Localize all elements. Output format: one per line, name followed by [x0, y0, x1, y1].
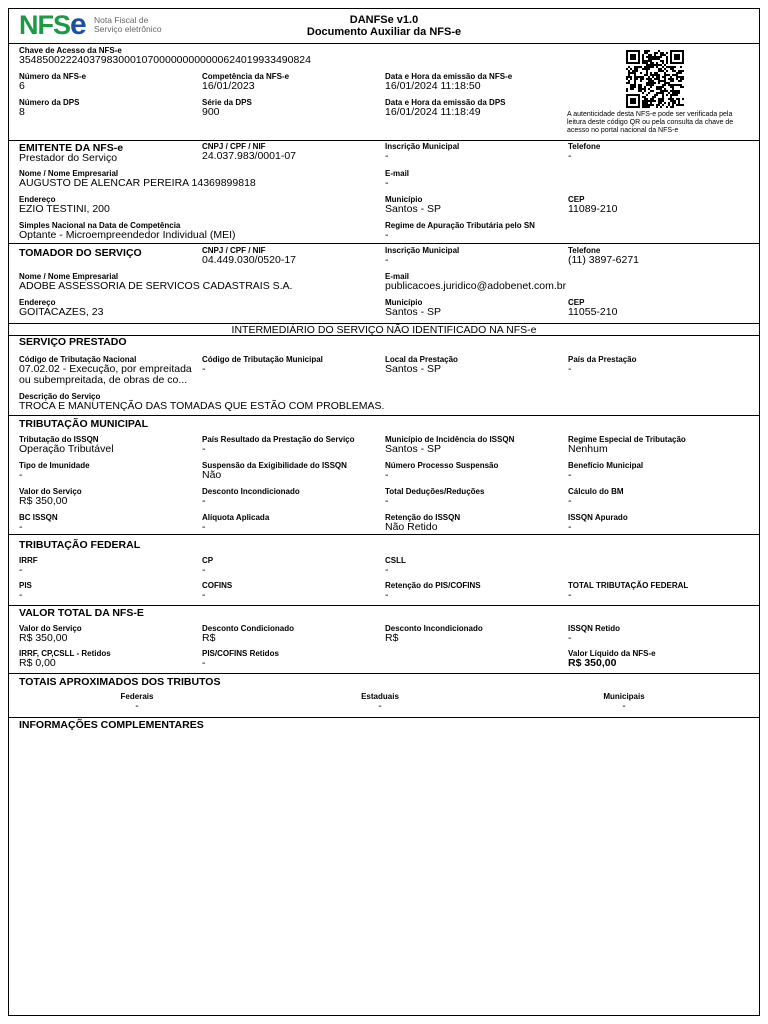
vt-desconto-incond-field: [385, 625, 483, 643]
irrf-label: IRRF: [19, 556, 38, 565]
emitente-phone-value: -: [568, 150, 572, 162]
vt-liquido-label: Valor Líquido da NFS-e: [568, 649, 656, 658]
nfse-number-label: Número da NFS-e: [19, 72, 87, 81]
emitente-address-value: EZIO TESTINI, 200: [19, 203, 110, 215]
competencia-field: [202, 73, 289, 91]
divider: [9, 534, 759, 535]
retencao-issqn-field: [385, 514, 460, 532]
emitente-im-label: Inscrição Municipal: [385, 142, 460, 151]
local-prestacao-label: Local da Prestação: [385, 355, 458, 364]
totais-municipais-value: -: [622, 700, 626, 712]
dps-number-field: [19, 99, 79, 117]
retencao-issqn-label: Retenção do ISSQN: [385, 513, 461, 522]
divider: [9, 717, 759, 718]
emission-date-label: Data e Hora da emissão da NFS-e: [385, 72, 513, 81]
emitente-title: EMITENTE DA NFS-e: [19, 142, 124, 154]
vt-valor-servico-field: [19, 625, 82, 643]
vt-irrf-field: [19, 650, 111, 668]
info-title: INFORMAÇÕES COMPLEMENTARES: [19, 719, 204, 731]
irrf-value: -: [19, 564, 23, 576]
tomador-email-field: [385, 273, 566, 291]
tomador-cnpj-value: 04.449.030/0520-17: [202, 254, 297, 266]
emitente-subtitle: Prestador do Serviço: [19, 152, 118, 164]
cofins-label: COFINS: [202, 581, 233, 590]
tomador-im-value: -: [385, 254, 389, 266]
regime-sn-value: -: [385, 229, 389, 241]
local-prestacao-value: Santos - SP: [385, 363, 442, 375]
tomador-phone-value: (11) 3897-6271: [568, 254, 640, 266]
vt-desconto-cond-label: Desconto Condicionado: [202, 624, 294, 633]
pis-label: PIS: [19, 581, 32, 590]
totais-federais-label: Federais: [120, 692, 154, 701]
regime-especial-field: [568, 436, 686, 454]
dps-number-value: 8: [19, 106, 25, 118]
mun-incidencia-label: Município de Incidência do ISSQN: [385, 435, 515, 444]
csll-value: -: [385, 564, 389, 576]
tomador-cep-label: CEP: [568, 298, 585, 307]
tomador-name-label: Nome / Nome Empresarial: [19, 272, 119, 281]
vt-desconto-incond-value: R$: [385, 632, 399, 644]
suspensao-label: Suspensão da Exigibilidade do ISSQN: [202, 461, 347, 470]
vt-desconto-cond-field: [202, 625, 294, 643]
descricao-field: [19, 393, 384, 411]
tomador-address-label: Endereço: [19, 298, 56, 307]
vt-liquido-field: [568, 650, 656, 668]
qr-code-icon: [626, 50, 684, 108]
regime-sn-field: [385, 222, 535, 240]
emitente-city-value: Santos - SP: [385, 203, 442, 215]
trib-municipal-code-label: Código de Tributação Municipal: [202, 355, 323, 364]
total-deducoes-field: [385, 488, 484, 506]
nfse-logo: [19, 8, 179, 41]
total-deducoes-value: -: [385, 495, 389, 507]
num-processo-value: -: [385, 469, 389, 481]
emitente-cep-field: [568, 196, 617, 214]
emitente-cnpj-field: [202, 143, 296, 161]
vt-pis-retidos-label: PIS/COFINS Retidos: [202, 649, 279, 658]
access-key-label: Chave de Acesso da NFS-e: [19, 46, 122, 55]
regime-sn-label: Regime de Apuração Tributária pelo SN: [385, 221, 535, 230]
vt-pis-retidos-value: -: [202, 657, 206, 669]
suspensao-value: Não: [202, 469, 222, 481]
emitente-cnpj-value: 24.037.983/0001-07: [202, 150, 297, 162]
danfse-document: [8, 8, 760, 1016]
pais-resultado-label: País Resultado da Prestação do Serviço: [202, 435, 355, 444]
cp-value: -: [202, 564, 206, 576]
trib-municipal-code-field: [202, 356, 323, 374]
divider: [9, 605, 759, 606]
mun-incidencia-field: [385, 436, 514, 454]
calculo-bm-label: Cálculo do BM: [568, 487, 624, 496]
bc-issqn-value: -: [19, 521, 23, 533]
emitente-email-label: E-mail: [385, 169, 410, 178]
csll-field: [385, 557, 406, 575]
logo-tagline-2: Serviço eletrônico: [94, 24, 162, 34]
intermediario-note: INTERMEDIÁRIO DO SERVIÇO NÃO IDENTIFICADO NA NFS-e: [231, 324, 537, 336]
descricao-value: TROCA E MANUTENÇÃO DAS TOMADAS QUE ESTÃO COM PROBLEMAS.: [19, 400, 385, 412]
desconto-incond-value: -: [202, 495, 206, 507]
simples-field: [19, 222, 236, 240]
bc-issqn-field: [19, 514, 58, 532]
emission-date-field: [385, 73, 512, 91]
trib-nacional-field: [19, 356, 194, 386]
imunidade-label: Tipo de Imunidade: [19, 461, 90, 470]
tomador-title: TOMADOR DO SERVIÇO: [19, 247, 142, 259]
tomador-address-value: GOITACAZES, 23: [19, 306, 104, 318]
vt-issqn-retido-label: ISSQN Retido: [568, 624, 621, 633]
emitente-name-field: [19, 170, 256, 188]
valor-servico-value: R$ 350,00: [19, 495, 68, 507]
vt-pis-retidos-field: [202, 650, 279, 668]
desconto-incond-label: Desconto Incondicionado: [202, 487, 300, 496]
pais-resultado-value: -: [202, 443, 206, 455]
tomador-im-field: [385, 247, 459, 265]
tomador-name-value: ADOBE ASSESSORIA DE SERVICOS CADASTRAIS S.A.: [19, 280, 293, 292]
competencia-value: 16/01/2023: [202, 80, 255, 92]
totais-municipais-label: Municipais: [603, 692, 645, 701]
aliquota-value: -: [202, 521, 206, 533]
logo-text: NFS: [19, 10, 70, 40]
mun-incidencia-value: Santos - SP: [385, 443, 442, 455]
valor-servico-label: Valor do Serviço: [19, 487, 82, 496]
competencia-label: Competência da NFS-e: [202, 72, 290, 81]
pis-value: -: [19, 589, 23, 601]
tomador-city-field: [385, 299, 441, 317]
regime-especial-label: Regime Especial de Tributação: [568, 435, 686, 444]
tomador-phone-field: [568, 247, 639, 265]
emitente-cnpj-label: CNPJ / CPF / NIF: [202, 142, 266, 151]
emitente-phone-label: Telefone: [568, 142, 601, 151]
emitente-phone-field: [568, 143, 600, 161]
trib-municipal-title: TRIBUTAÇÃO MUNICIPAL: [19, 418, 149, 430]
cofins-field: [202, 582, 232, 600]
dps-emission-field: [385, 99, 506, 117]
issqn-label: Tributação do ISSQN: [19, 435, 99, 444]
tomador-city-value: Santos - SP: [385, 306, 442, 318]
pais-resultado-field: [202, 436, 355, 454]
retencao-pis-label: Retenção do PIS/COFINS: [385, 581, 481, 590]
imunidade-value: -: [19, 469, 23, 481]
aliquota-label: Alíquota Aplicada: [202, 513, 270, 522]
pais-prestacao-label: País da Prestação: [568, 355, 637, 364]
document-title-1: DANFSe v1.0: [349, 14, 419, 26]
pais-prestacao-field: [568, 356, 636, 374]
emitente-im-value: -: [385, 150, 389, 162]
document-title: [249, 14, 519, 38]
emitente-email-value: -: [385, 177, 389, 189]
tomador-cep-field: [568, 299, 617, 317]
emitente-name-label: Nome / Nome Empresarial: [19, 169, 119, 178]
csll-label: CSLL: [385, 556, 406, 565]
emitente-city-field: [385, 196, 441, 214]
tomador-im-label: Inscrição Municipal: [385, 246, 460, 255]
tomador-city-label: Município: [385, 298, 423, 307]
divider: [9, 140, 759, 141]
retencao-pis-field: [385, 582, 481, 600]
total-federal-value: -: [568, 589, 572, 601]
valor-servico-field: [19, 488, 82, 506]
qr-note: A autenticidade desta NFS-e pode ser verificada pela leitura deste código QR ou pela consulta da chave de acesso no portal nacional da NFS-e: [567, 111, 734, 134]
divider: [9, 243, 759, 244]
emitente-im-field: [385, 143, 459, 161]
tomador-cnpj-field: [202, 247, 296, 265]
suspensao-field: [202, 462, 347, 480]
total-federal-label: TOTAL TRIBUTAÇÃO FEDERAL: [568, 581, 689, 590]
vt-liquido-value: R$ 350,00: [568, 657, 617, 669]
calculo-bm-field: [568, 488, 624, 506]
pais-prestacao-value: -: [568, 363, 572, 375]
totais-municipais: [544, 693, 704, 711]
tomador-cep-value: 11055-210: [568, 306, 618, 318]
retencao-pis-value: -: [385, 589, 389, 601]
tomador-address-field: [19, 299, 103, 317]
imunidade-field: [19, 462, 90, 480]
issqn-apurado-value: -: [568, 521, 572, 533]
document-title-2: Documento Auxiliar da NFS-e: [306, 26, 462, 38]
emitente-address-field: [19, 196, 110, 214]
totais-federais: [57, 693, 217, 711]
dps-emission-value: 16/01/2024 11:18:49: [385, 106, 481, 118]
cp-label: CP: [202, 556, 214, 565]
vt-issqn-retido-value: -: [568, 632, 572, 644]
nfse-number-value: 6: [19, 80, 25, 92]
totais-estaduais-value: -: [378, 700, 382, 712]
emitente-section: [19, 143, 123, 163]
divider: [9, 415, 759, 416]
trib-municipal-code-value: -: [202, 363, 206, 375]
calculo-bm-value: -: [568, 495, 572, 507]
divider: [9, 673, 759, 674]
dps-series-field: [202, 99, 252, 117]
cp-field: [202, 557, 213, 575]
tomador-email-label: E-mail: [385, 272, 410, 281]
beneficio-value: -: [568, 469, 572, 481]
trib-nacional-value: 07.02.02 - Execução, por empreitada ou subempreitada, de obras de co...: [19, 363, 192, 386]
emitente-address-label: Endereço: [19, 195, 56, 204]
regime-especial-value: Nenhum: [568, 443, 608, 455]
logo-e: e: [70, 8, 86, 41]
emitente-cep-value: 11089-210: [568, 203, 618, 215]
emitente-city-label: Município: [385, 195, 423, 204]
tomador-phone-label: Telefone: [568, 246, 601, 255]
logo-tagline-1: Nota Fiscal de: [94, 15, 149, 25]
tomador-cnpj-label: CNPJ / CPF / NIF: [202, 246, 266, 255]
issqn-value: Operação Tributável: [19, 443, 114, 455]
trib-federal-title: TRIBUTAÇÃO FEDERAL: [19, 539, 141, 551]
emission-date-value: 16/01/2024 11:18:50: [385, 80, 481, 92]
descricao-label: Descrição do Serviço: [19, 392, 101, 401]
num-processo-field: [385, 462, 498, 480]
dps-series-label: Série da DPS: [202, 98, 252, 107]
dps-emission-label: Data e Hora da emissão da DPS: [385, 98, 506, 107]
vt-irrf-label: IRRF, CP,CSLL - Retidos: [19, 649, 111, 658]
tomador-name-field: [19, 273, 292, 291]
access-key-field: [19, 47, 311, 65]
dps-series-value: 900: [202, 106, 220, 118]
totais-estaduais-label: Estaduais: [361, 692, 399, 701]
beneficio-field: [568, 462, 643, 480]
issqn-apurado-field: [568, 514, 628, 532]
retencao-issqn-value: Não Retido: [385, 521, 438, 533]
emitente-name-value: AUGUSTO DE ALENCAR PEREIRA 14369899818: [19, 177, 256, 189]
nfse-number-field: [19, 73, 86, 91]
vt-valor-servico-value: R$ 350,00: [19, 632, 68, 644]
aliquota-field: [202, 514, 269, 532]
num-processo-label: Número Processo Suspensão: [385, 461, 499, 470]
vt-desconto-cond-value: R$: [202, 632, 216, 644]
beneficio-label: Benefício Municipal: [568, 461, 644, 470]
emitente-cep-label: CEP: [568, 195, 585, 204]
trib-nacional-label: Código de Tributação Nacional: [19, 355, 137, 364]
vt-issqn-retido-field: [568, 625, 620, 643]
divider: [9, 43, 759, 44]
vt-desconto-incond-label: Desconto Incondicionado: [385, 624, 483, 633]
vt-valor-servico-label: Valor do Serviço: [19, 624, 82, 633]
total-federal-field: [568, 582, 688, 600]
totais-estaduais: [300, 693, 460, 711]
total-deducoes-label: Total Deduções/Reduções: [385, 487, 485, 496]
irrf-field: [19, 557, 38, 575]
bc-issqn-label: BC ISSQN: [19, 513, 58, 522]
dps-number-label: Número da DPS: [19, 98, 80, 107]
tomador-email-value: publicacoes.juridico@adobenet.com.br: [385, 280, 567, 292]
emitente-email-field: [385, 170, 409, 188]
local-prestacao-field: [385, 356, 458, 374]
simples-label: Simples Nacional na Data de Competência: [19, 221, 181, 230]
vt-irrf-value: R$ 0,00: [19, 657, 56, 669]
issqn-field: [19, 436, 114, 454]
valor-total-title: VALOR TOTAL DA NFS-E: [19, 607, 144, 619]
issqn-apurado-label: ISSQN Apurado: [568, 513, 628, 522]
totais-federais-value: -: [135, 700, 139, 712]
document-header: [9, 9, 759, 43]
simples-value: Optante - Microempreendedor Individual (MEI): [19, 229, 236, 241]
desconto-incond-field: [202, 488, 300, 506]
servico-title: SERVIÇO PRESTADO: [19, 336, 127, 348]
pis-field: [19, 582, 32, 600]
totais-title: TOTAIS APROXIMADOS DOS TRIBUTOS: [19, 676, 221, 688]
cofins-value: -: [202, 589, 206, 601]
access-key-value: 35485002224037983000107000000000000624019933490824: [19, 54, 311, 66]
